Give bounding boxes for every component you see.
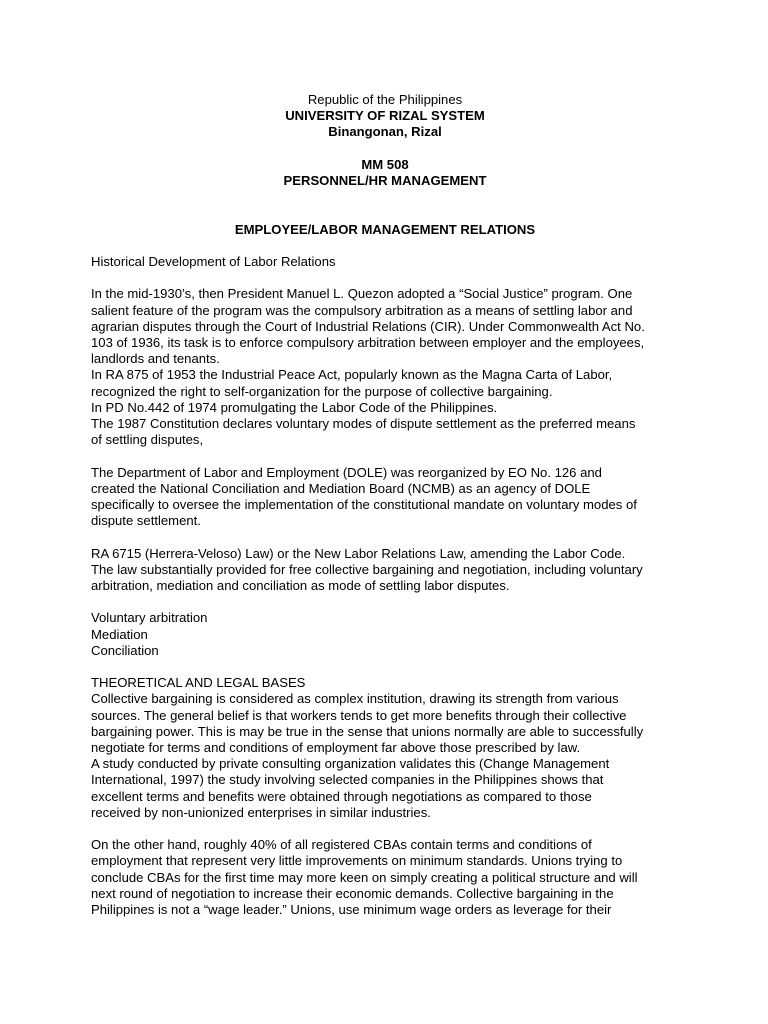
paragraph-line: The law substantially provided for free collective bargaining and negotiation, including voluntary [91,561,643,577]
historical-heading: Historical Development of Labor Relations [91,253,336,269]
list-item: Voluntary arbitration [91,610,208,626]
paragraph-line: of settling disputes, [91,432,204,448]
document-body [91,92,691,918]
paragraph-line: RA 6715 (Herrera-Veloso) Law) or the New Labor Relations Law, amending the Labor Code. [91,545,626,561]
paragraph-line: In PD No.442 of 1974 promulgating the Labor Code of the Philippines. [91,399,498,415]
paragraph-line: landlords and tenants. [91,351,220,367]
paragraph-line: salient feature of the program was the compulsory arbitration as a means of settling labor and [91,302,633,318]
paragraph-line: excellent terms and benefits were obtained through negotiations as compared to those [91,788,592,804]
header-university: UNIVERSITY OF RIZAL SYSTEM [285,108,485,124]
topic-title: EMPLOYEE/LABOR MANAGEMENT RELATIONS [234,221,536,237]
paragraph-line: bargaining power. This is may be true in the sense that unions normally are able to successfully [91,723,644,739]
paragraph-line: conclude CBAs for the first time may more keen on simply creating a political structure and will [91,869,638,885]
document-header [91,92,679,238]
paragraph-cba [91,837,691,918]
list-item: Mediation [91,626,148,642]
paragraph-line: sources. The general belief is that workers tends to get more benefits through their collective [91,707,627,723]
paragraph-line: 103 of 1936, its task is to enforce compulsory arbitration between employer and the employees, [91,334,645,350]
paragraph-line: Collective bargaining is considered as complex institution, drawing its strength from various [91,691,619,707]
paragraph-line: recognized the right to self-organization for the purpose of collective bargaining. [91,383,553,399]
paragraph-ra6715 [91,546,691,595]
paragraph-history [91,286,691,448]
paragraph-line: The 1987 Constitution declares voluntary modes of dispute settlement as the preferred means [91,415,636,431]
paragraph-line: In RA 875 of 1953 the Industrial Peace Act, popularly known as the Magna Carta of Labor, [91,367,613,383]
theoretical-heading: THEORETICAL AND LEGAL BASES [91,675,306,691]
paragraph-line: A study conducted by private consulting organization validates this (Change Management [91,756,610,772]
list-item: Conciliation [91,642,159,658]
paragraph-line: employment that represent very little improvements on minimum standards. Unions trying to [91,853,623,869]
paragraph-theory [91,691,691,821]
paragraph-line: specifically to oversee the implementation of the constitutional mandate on voluntary modes of [91,496,637,512]
paragraph-line: Philippines is not a “wage leader.” Unions, use minimum wage orders as leverage for their [91,902,612,917]
header-location: Binangonan, Rizal [328,124,442,140]
paragraph-line: On the other hand, roughly 40% of all registered CBAs contain terms and conditions of [91,837,592,853]
paragraph-line: International, 1997) the study involving selected companies in the Philippines shows that [91,772,604,788]
paragraph-line: In the mid-1930’s, then President Manuel L. Quezon adopted a “Social Justice” program. One [91,286,633,302]
paragraph-line: received by non-unionized enterprises in similar industries. [91,804,431,820]
header-republic: Republic of the Philippines [307,92,463,107]
paragraph-line: The Department of Labor and Employment (DOLE) was reorganized by EO No. 126 and [91,464,602,480]
course-title: PERSONNEL/HR MANAGEMENT [283,173,487,188]
paragraph-line: created the National Conciliation and Mediation Board (NCMB) as an agency of DOLE [91,480,591,496]
paragraph-line: next round of negotiation to increase their economic demands. Collective bargaining in the [91,885,614,901]
paragraph-line: arbitration, mediation and conciliation as mode of settling labor disputes. [91,577,510,593]
course-code: MM 508 [361,156,409,172]
paragraph-line: dispute settlement. [91,513,201,529]
paragraph-dole [91,465,691,530]
modes-list [91,610,691,659]
paragraph-line: agrarian disputes through the Court of Industrial Relations (CIR). Under Commonwealth Act No. [91,318,645,334]
paragraph-line: negotiate for terms and conditions of employment far above those prescribed by law. [91,739,581,755]
